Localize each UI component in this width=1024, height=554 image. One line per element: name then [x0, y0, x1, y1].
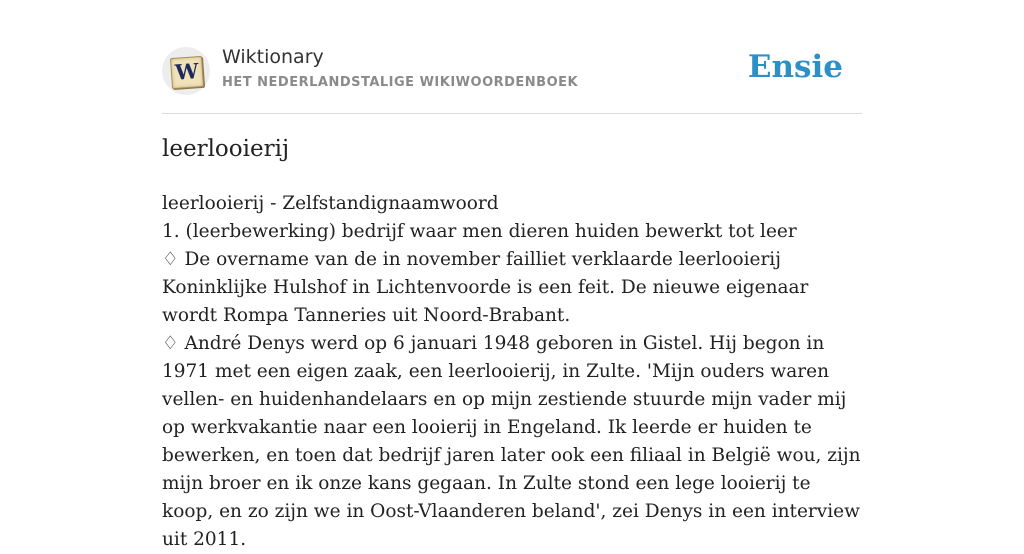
- entry-headword-line: leerlooierij - Zelfstandignaamwoord: [162, 193, 499, 214]
- site-subtitle: HET NEDERLANDSTALIGE WIKIWOORDENBOEK: [222, 75, 579, 90]
- entry-definition: 1. (leerbewerking) bedrijf waar men dieren huiden bewerkt tot leer: [162, 221, 797, 242]
- logo-letter: W: [174, 58, 200, 85]
- ensie-brand-logo[interactable]: Ensie: [747, 49, 843, 85]
- header-divider: [162, 113, 862, 114]
- logo-tile: [170, 56, 204, 89]
- site-name[interactable]: Wiktionary: [222, 46, 324, 68]
- wiktionary-logo-icon[interactable]: [162, 47, 210, 95]
- entry-content: [162, 190, 867, 554]
- entry-title: leerlooierij: [162, 136, 290, 162]
- site-header: [162, 44, 862, 98]
- entry-example-1: ♢ De overname van de in november failliet verklaarde leerlooierij Koninklijke Hulshof in Lichtenvoorde is een feit. De nieuwe eigenaar wordt Rompa Tanneries uit Noord-Brabant.: [162, 249, 809, 326]
- entry-example-2: ♢ André Denys werd op 6 januari 1948 geboren in Gistel. Hij begon in 1971 met een eigen zaak, een leerlooierij, in Zulte. 'Mijn ouders waren vellen- en huidenhandelaars en op mijn zestiende stuurde mijn vader mij op werkvakantie naar een looierij in Engeland. Ik leerde er huiden te bewerken, en toen dat bedrijf jaren later ook een filiaal in België wou, zijn mijn broer en ik onze kans gegaan. In Zulte stond een lege looierij te koop, en zo zijn we in Oost-Vlaanderen beland', zei Denys in een interview uit 2011.: [162, 333, 861, 550]
